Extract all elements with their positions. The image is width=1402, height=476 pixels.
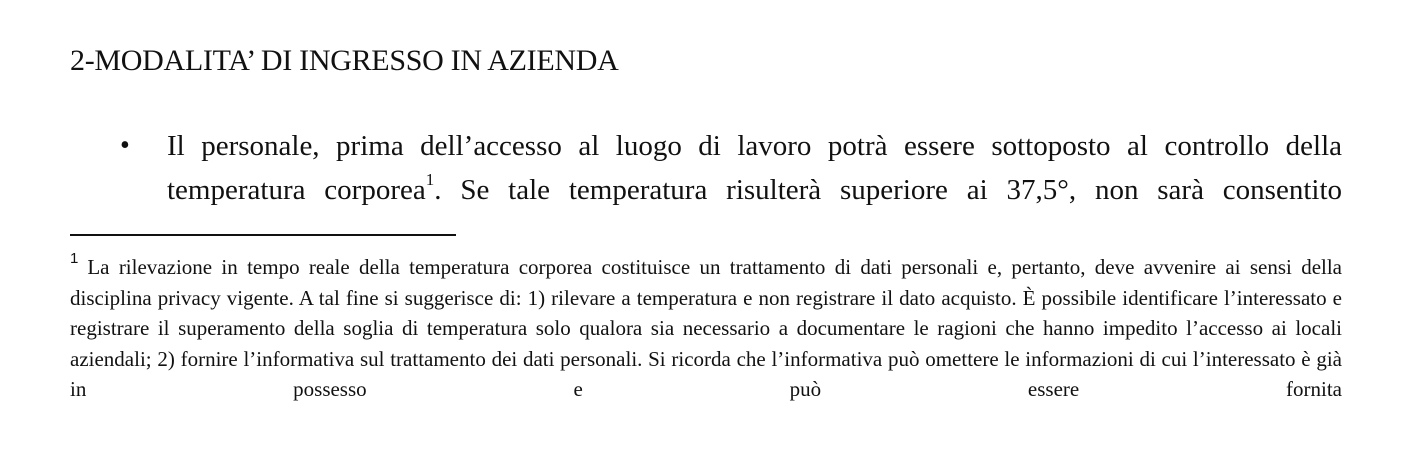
footnote-number: 1 [70, 250, 79, 267]
bullet-text-part-1: Il personale, prima dell’accesso al luogo di lavoro potrà essere sottoposto al controllo della temperatura corporea [167, 130, 1342, 206]
footnote [70, 252, 1342, 405]
footnote-text: La rilevazione in tempo reale della temperatura corporea costituisce un trattamento di dati personali e, pertanto, deve avvenire ai sensi della disciplina privacy vigente. A tal fine si suggerisce di: 1) rilevare a temperatura e non registrare il dato acquisto. È possibile identificare l’interessato e registrare il superamento della soglia di temperatura solo qualora sia necessario a documentare le ragioni che hanno impedito l’accesso ai locali aziendali; 2) fornire l’informativa sul trattamento dei dati personali. Si ricorda che l’informativa può omettere le informazioni di cui l’interessato è già in possesso e può essere fornita [70, 255, 1342, 401]
footnote-reference[interactable]: 1 [425, 170, 435, 189]
section-heading: 2-MODALITA’ DI INGRESSO IN AZIENDA [70, 44, 619, 77]
bullet-paragraph [167, 124, 1342, 212]
bullet-text-part-2: . Se tale temperatura risulterà superiore ai 37,5°, non sarà consentito [434, 174, 1342, 206]
footnote-separator [70, 234, 456, 236]
bullet-icon: • [120, 130, 130, 161]
